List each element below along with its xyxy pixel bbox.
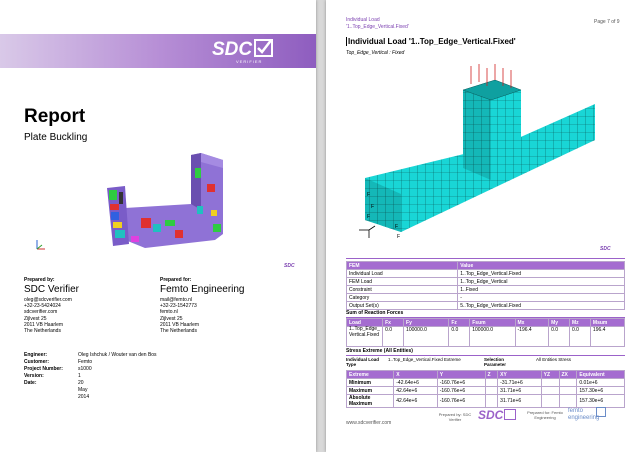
femto-logo-icon — [596, 407, 606, 417]
page-number: Page 7 of 9 — [594, 19, 620, 25]
axis-triad-icon — [33, 238, 47, 252]
table-row: Maximum 42.64e+6 -160.76e+6 31.71e+6 157.30e+6 — [347, 387, 625, 395]
svg-text:F: F — [371, 204, 375, 210]
sdc-logo: SDC — [212, 39, 273, 61]
footer-prepared-for: Prepared for: Femto Engineering — [527, 410, 563, 420]
checkbox-icon — [254, 39, 273, 57]
table-row: Individual Load 1..Top_Edge_Vertical.Fixed — [347, 270, 625, 278]
structure-model-image — [95, 148, 245, 258]
reaction-forces-title: Sum of Reaction Forces — [346, 310, 404, 316]
footer-sdc-logo: SDC — [478, 408, 516, 422]
svg-text:F: F — [395, 224, 399, 230]
table-row: Category - — [347, 294, 625, 302]
table-row: Constraint 1..Fixed — [347, 286, 625, 294]
reaction-forces-table: Load Fx Fy Fz Fsum Mx My Mz Msum 1..Top_Edge_Vertical.Fixed 0.0 100000.0 0.0 100000.0 -196.4 0.0 0.0 196.4 — [346, 318, 625, 347]
breadcrumb-line2: '1..Top_Edge_Vertical.Fixed' — [346, 24, 409, 30]
checkbox-icon — [504, 409, 516, 420]
prepared-for-company: Femto Engineering — [160, 284, 245, 295]
fem-properties-table: FEM Value Individual Load 1..Top_Edge_Vertical.Fixed FEM Load 1..Top_Edge_Vertical Constraint 1..Fixed Category - Output Set(s) 5..Top_Edge_Vertical.Fixed — [346, 261, 625, 310]
table-row: FEM Load 1..Top_Edge_Vertical — [347, 278, 625, 286]
breadcrumb-line1: Individual Load — [346, 17, 380, 23]
svg-text:F: F — [397, 234, 401, 240]
prepared-by-address: oleg@sdcverifier.com +32-23-5424024 sdcverifier.com Zijlvest 25 2011 VB Haarlem The Netherlands — [24, 297, 72, 335]
fem-mesh-image — [345, 60, 625, 252]
page-watermark-logo: SDC — [600, 246, 611, 252]
cover-page — [0, 0, 316, 452]
svg-text:F: F — [367, 192, 371, 198]
section-subtitle: Top_Edge_Vertical : Fixed — [346, 50, 405, 56]
logo-subtitle: VERIFIER — [236, 59, 263, 64]
svg-text:F: F — [367, 214, 371, 220]
table-row: Absolute Maximum 42.64e+6 -160.76e+6 31.71e+6 157.30e+6 — [347, 395, 625, 408]
page-watermark-logo: SDC — [284, 263, 295, 269]
stress-extreme-table: Extreme X Y Z XY YZ ZX Equivalent Minimum -42.64e+6 -160.76e+6 -31.71e+6 0.01e+6 Maximum 42.64e+6 -160.76e+6 31.71e+6 157.30e+6 Absolute Maximum 42.64e+6 -160.76e+6 31.71e+6 157.30e+6 — [346, 370, 625, 408]
report-title: Report — [24, 106, 86, 127]
femto-logo: femto engineering — [568, 408, 600, 421]
stress-extreme-title: Stress Extreme (All Entities) — [346, 348, 413, 354]
table-row: Output Set(s) 5..Top_Edge_Vertical.Fixed — [347, 302, 625, 310]
report-subtitle: Plate Buckling — [24, 132, 88, 143]
footer-prepared-by: Prepared by: SDC Verifier — [438, 412, 472, 422]
prepared-for-label: Prepared for: — [160, 277, 192, 283]
section-title: Individual Load '1..Top_Edge_Vertical.Fixed' — [348, 37, 516, 46]
report-meta: Engineer: Oleg Ishchuk / Wouter van den Bos Customer: Femto Project Number: s1000 Version: 1 Date: 20 May 2014 — [24, 352, 157, 400]
prepared-by-label: Prepared by: — [24, 277, 55, 283]
prepared-by-company: SDC Verifier — [24, 284, 80, 295]
table-row: 1..Top_Edge_Vertical.Fixed 0.0 100000.0 0.0 100000.0 -196.4 0.0 0.0 196.4 — [347, 327, 625, 347]
prepared-for-address: mail@femto.nl +32-23-1542773 femto.nl Zijlvest 25 2011 VB Haarlem The Netherlands — [160, 297, 200, 335]
footer-website: www.sdcverifier.com — [346, 420, 392, 426]
table-row: Minimum -42.64e+6 -160.76e+6 -31.71e+6 0.01e+6 — [347, 379, 625, 387]
stress-info: Individual Load Type 1..Top_Edge_Vertical.Fixed Extreme Selection Parameter All Entities Stress — [346, 357, 572, 367]
